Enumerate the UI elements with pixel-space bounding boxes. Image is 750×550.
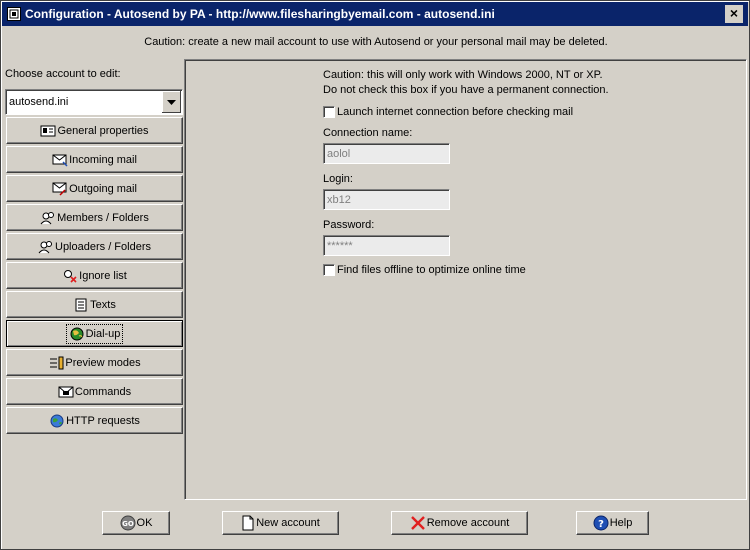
commands-icon (58, 385, 74, 399)
sidebar-item-ignore-list[interactable] (6, 262, 183, 289)
sidebar-item-label: Ignore list (79, 269, 127, 282)
go-icon (120, 515, 136, 531)
launch-connection-option[interactable] (323, 106, 733, 118)
internet-globe-icon (49, 414, 65, 428)
close-button[interactable] (725, 5, 743, 23)
new-account-button[interactable] (222, 511, 339, 535)
red-x-icon (410, 515, 426, 531)
sidebar-item-label: Outgoing mail (69, 182, 137, 195)
svg-text:?: ? (597, 519, 604, 530)
ignore-icon (62, 269, 78, 283)
login-field[interactable] (323, 189, 450, 210)
ok-label: OK (136, 517, 153, 529)
dropdown-button[interactable] (161, 91, 181, 113)
permanent-connection-note: Do not check this box if you have a permanent connection. (323, 84, 609, 96)
account-select[interactable] (5, 89, 183, 115)
password-field[interactable] (323, 235, 450, 256)
windows-caution-text: Caution: this will only work with Windows 2000, NT or XP. (323, 69, 603, 81)
find-offline-checkbox[interactable] (323, 264, 335, 276)
sidebar-item-preview-modes[interactable] (6, 349, 183, 376)
preview-modes-icon (48, 356, 64, 370)
remove-account-label: Remove account (426, 517, 510, 529)
connection-name-field[interactable] (323, 143, 450, 164)
login-label: Login: (323, 173, 353, 185)
find-offline-option[interactable] (323, 264, 733, 276)
sidebar-item-general-properties[interactable] (6, 117, 183, 144)
sidebar-item-uploaders-folders[interactable] (6, 233, 183, 260)
choose-account-label: Choose account to edit: (5, 68, 121, 80)
svg-text:GO: GO (121, 520, 134, 528)
help-icon (593, 515, 609, 531)
members-icon (40, 211, 56, 225)
connection-name-label: Connection name: (323, 127, 413, 139)
sidebar-item-label: HTTP requests (66, 414, 140, 427)
chevron-down-icon (167, 100, 176, 105)
close-icon: × (729, 5, 739, 21)
sidebar-item-http-requests[interactable] (6, 407, 183, 434)
uploaders-icon (38, 240, 54, 254)
dial-up-panel (184, 59, 747, 500)
remove-account-button[interactable] (391, 511, 528, 535)
sidebar-item-members-folders[interactable] (6, 204, 183, 231)
globe-icon (69, 327, 85, 341)
sidebar-item-texts[interactable] (6, 291, 183, 318)
id-card-icon (40, 124, 56, 138)
help-label: Help (609, 517, 633, 529)
window-title: Configuration - Autosend by PA - http://www.filesharingbyemail.com - autosend.ini (25, 7, 495, 21)
new-account-label: New account (256, 517, 320, 529)
sidebar-item-outgoing-mail[interactable] (6, 175, 183, 202)
sidebar-item-dial-up[interactable] (6, 320, 183, 347)
title-bar[interactable] (2, 2, 748, 26)
app-icon (7, 7, 21, 21)
sidebar-item-commands[interactable] (6, 378, 183, 405)
sidebar-item-incoming-mail[interactable] (6, 146, 183, 173)
ok-button[interactable] (102, 511, 170, 535)
caution-banner: Caution: create a new mail account to use with Autosend or your personal mail may be deleted. (144, 36, 608, 48)
launch-connection-checkbox[interactable] (323, 106, 335, 118)
find-offline-label: Find files offline to optimize online time (337, 264, 526, 276)
sidebar-item-label: Members / Folders (57, 211, 149, 224)
sidebar-item-label: Texts (90, 298, 116, 311)
sidebar-item-label: Incoming mail (69, 153, 137, 166)
outgoing-mail-icon (52, 182, 68, 196)
launch-connection-label: Launch internet connection before checking mail (337, 106, 574, 118)
sidebar-nav (6, 117, 183, 436)
help-button[interactable] (576, 511, 649, 535)
text-document-icon (73, 298, 89, 312)
sidebar-item-label: Commands (74, 385, 132, 398)
new-document-icon (241, 515, 255, 531)
sidebar-item-label: Dial-up (85, 327, 121, 340)
account-select-value: autosend.ini (9, 96, 69, 108)
password-label: Password: (323, 219, 375, 231)
sidebar-item-label: General properties (57, 124, 149, 137)
sidebar-item-label: Uploaders / Folders (55, 240, 151, 253)
incoming-mail-icon (52, 153, 68, 167)
sidebar-item-label: Preview modes (65, 356, 141, 369)
